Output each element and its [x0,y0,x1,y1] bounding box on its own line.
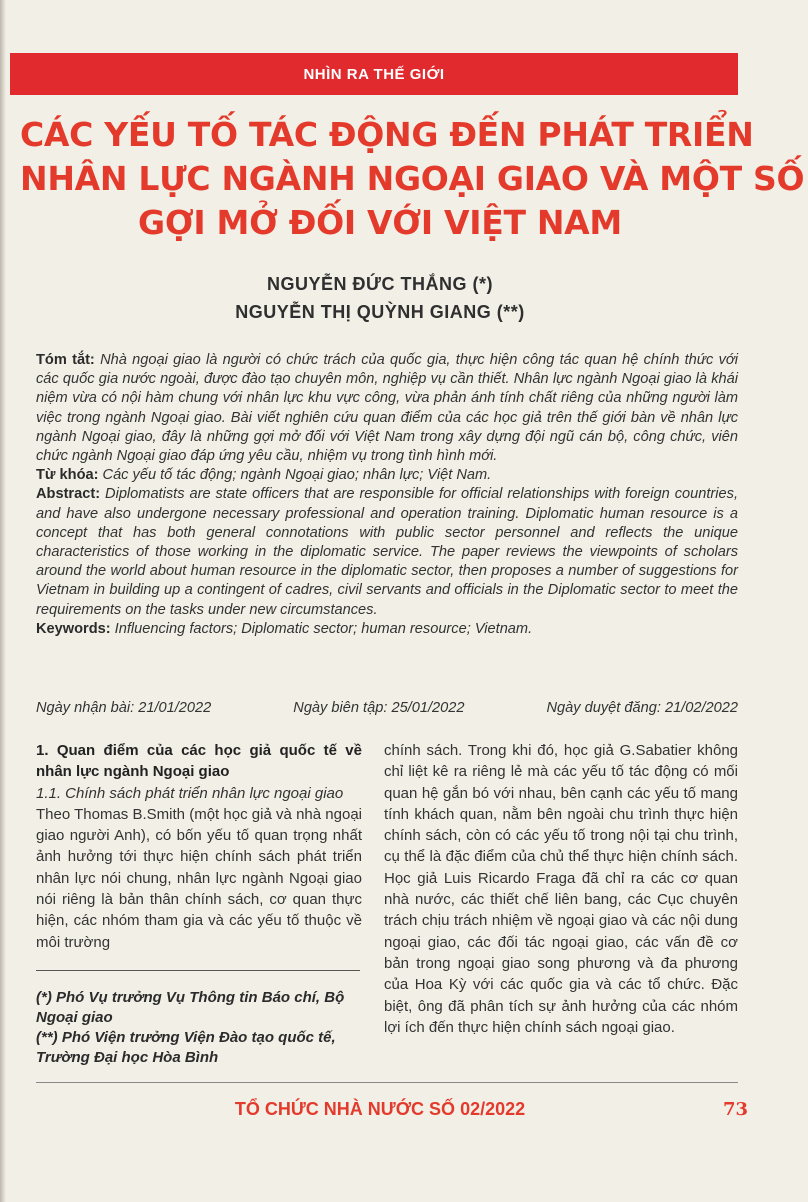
date-approved: Ngày duyệt đăng: 21/02/2022 [546,700,738,716]
keywords-en [36,620,738,639]
body-column-right [384,740,738,1038]
abstract-en-label: Abstract: [36,486,101,503]
footer-divider [36,1082,738,1083]
summary-vi-label: Tóm tắt: [36,352,95,368]
summary-vi [36,351,738,466]
title-line: CÁC YẾU TỐ TÁC ĐỘNG ĐẾN PHÁT TRIỂN [20,115,754,154]
section-heading: 1. Quan điểm của các học giả quốc tế về nhân lực ngành Ngoại giao [36,742,362,781]
abstract-en-text: Diplomatists are state officers that are responsible for official relationships with foreign countries, and have also undergone necessary professional and operation training. Diplomatic human resource is a concept that has both general connotations with public sector personnel and reflects the unique characteristics of those working in the diplomatic service. The paper reviews the viewpoints of scholars around the world about human resource in the diplomatic sector, then proposes a number of suggestions for Vietnam in building up a contingent of cadres, civil servants and officials in the Diplomatic sector to meet the requirements on the tasks under new circumstances. [36,486,738,618]
keywords-vi-text: Các yếu tố tác động; ngành Ngoại giao; nhân lực; Việt Nam. [102,467,492,484]
keywords-en-label: Keywords: [36,620,111,637]
footnotes [36,988,362,1068]
date-edited: Ngày biên tập: 25/01/2022 [293,700,465,716]
date-received: Ngày nhận bài: 21/01/2022 [36,700,212,716]
body-paragraph: Theo Thomas B.Smith (một học giả và nhà ngoại giao người Anh), có bốn yếu tố quan trọng nhất ảnh hưởng tới thực hiện chính sách phát triển nhân lực nói chung, nhân lực ngành Ngoại giao nói riêng là bản thân chính sách, cơ quan thực hiện, các nhóm tham gia và các yếu tố thuộc về môi trường [36,805,362,951]
author-list [20,270,740,326]
title-line: NHÂN LỰC NGÀNH NGOẠI GIAO VÀ MỘT SỐ [20,159,805,198]
section-banner-label: NHÌN RA THẾ GIỚI [303,65,445,83]
summary-vi-text: Nhà ngoại giao là người có chức trách của quốc gia, thực hiện công tác quan hệ chính thức với các quốc gia nước ngoài, được đào tạo chuyên môn, nghiệp vụ cần thiết. Nhân lực ngành Ngoại giao là khái niệm vừa có nội hàm chung với nhân lực khu vực công, vừa phản ánh tính chất riêng của những người làm việc trong ngành Ngoại giao. Bài viết nghiên cứu quan điểm của các học giả trên thế giới bàn về nhân lực ngành Ngoại giao, đây là những gợi mở đối với Việt Nam trong xây dựng đội ngũ cán bộ, công chức, viên chức ngành Ngoại giao đáp ứng yêu cầu, nhiệm vụ trong tình hình mới. [36,352,738,465]
body-column-left [36,740,362,953]
page-number: 73 [722,1099,748,1120]
author-name: NGUYỄN THỊ QUỲNH GIANG (**) [235,302,525,322]
body-paragraph: chính sách. Trong khi đó, học giả G.Sabatier không chỉ liệt kê ra riêng lẻ mà các yếu tố tác động có mối quan hệ gắn bó với nhau, bên cạnh các yếu tố mang tính khách quan, nằm bên ngoài chu trình thực hiện chính sách, còn có các yếu tố trong nội tại chu trình, cụ thể là đặc điểm của chủ thể thực hiện chính sách. Học giả Luis Ricardo Fraga đã chỉ ra các cơ quan nhà nước, các thiết chế liên bang, các Cục chuyên trách chịu trách nhiệm về ngoại giao và các nội dung ngoại giao, các đối tác ngoại giao, các vấn đề cơ bản trong ngoại giao song phương và đa phương của Hoa Kỳ với các quốc gia và các tổ chức. Đặc biệt, ông đã phân tích sự ảnh hưởng của các nhóm lợi ích đến thực hiện chính sách ngoại giao. [384,742,738,1036]
subsection-heading: 1.1. Chính sách phát triển nhân lực ngoại giao [36,784,344,802]
abstract-en [36,485,738,619]
article-title [20,113,805,245]
article-dates [36,700,738,716]
keywords-vi [36,466,738,485]
journal-issue: TỔ CHỨC NHÀ NƯỚC SỐ 02/2022 [234,1099,526,1119]
page-edge-shadow [0,0,6,1202]
section-banner [10,53,738,95]
footnote: (**) Phó Viện trưởng Viện Đào tạo quốc tế, Trường Đại học Hòa Bình [36,1029,336,1066]
abstract-block [36,351,738,639]
footnote: (*) Phó Vụ trưởng Vụ Thông tin Báo chí, Bộ Ngoại giao [36,989,345,1026]
keywords-vi-label: Từ khóa: [36,467,99,484]
footnote-divider [36,970,360,971]
author-name: NGUYỄN ĐỨC THẮNG (*) [267,274,493,294]
keywords-en-text: Influencing factors; Diplomatic sector; human resource; Vietnam. [114,620,533,637]
title-line: GỢI MỞ ĐỐI VỚI VIỆT NAM [138,203,622,242]
